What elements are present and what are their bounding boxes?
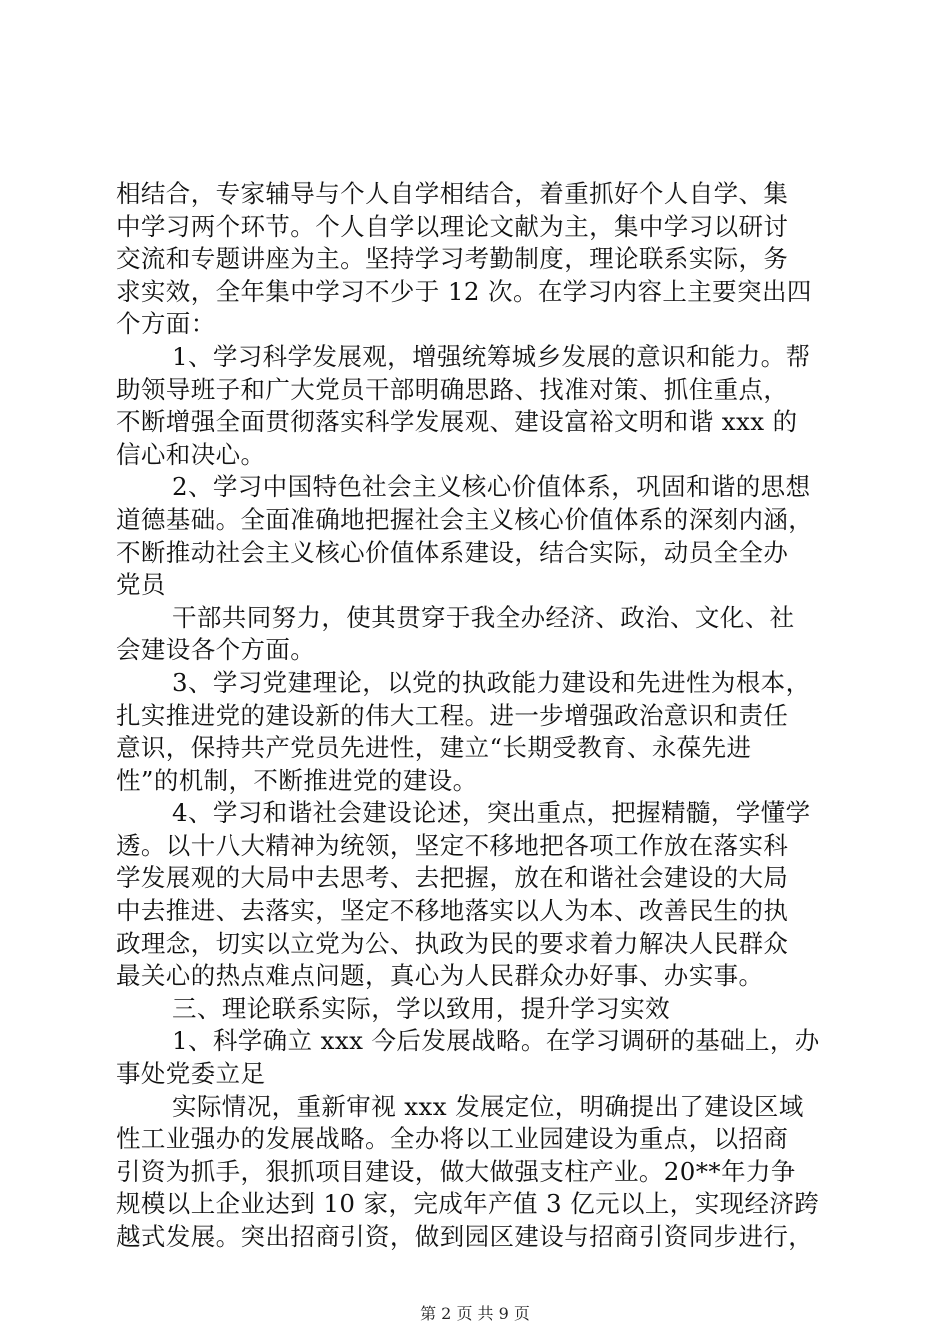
text-line: 性”的机制，不断推进党的建设。 (116, 765, 478, 795)
text-line: 交流和专题讲座为主。坚持学习考勤制度，理论联系实际，务 (116, 244, 789, 274)
body-text (116, 178, 846, 1254)
text-line: 实际情况，重新审视 xxx 发展定位，明确提出了建设区域 (172, 1091, 804, 1121)
text-line: 学发展观的大局中去思考、去把握，放在和谐社会建设的大局 (116, 863, 789, 893)
text-line: 4、学习和谐社会建设论述，突出重点，把握精髓，学懂学 (172, 798, 811, 828)
text-line: 信心和决心。 (116, 439, 266, 469)
text-line: 性工业强办的发展战略。全办将以工业园建设为重点，以招商 (116, 1124, 789, 1154)
text-line: 1、科学确立 xxx 今后发展战略。在学习调研的基础上，办 (172, 1026, 820, 1056)
text-line: 规模以上企业达到 10 家，完成年产值 3 亿元以上，实现经济跨 (116, 1189, 820, 1219)
text-line: 三、理论联系实际，学以致用，提升学习实效 (172, 993, 670, 1023)
text-line: 道德基础。全面准确地把握社会主义核心价值体系的深刻内涵， (116, 504, 814, 534)
text-line: 不断推动社会主义核心价值体系建设，结合实际，动员全全办 (116, 537, 789, 567)
text-line: 求实效，全年集中学习不少于 12 次。在学习内容上主要突出四 (116, 276, 812, 306)
text-line: 3、学习党建理论，以党的执政能力建设和先进性为根本， (172, 667, 811, 697)
text-line: 最关心的热点难点问题，真心为人民群众办好事、办实事。 (116, 961, 764, 991)
text-line: 会建设各个方面。 (116, 635, 316, 665)
text-line: 透。以十八大精神为统领，坚定不移地把各项工作放在落实科 (116, 830, 789, 860)
text-line: 扎实推进党的建设新的伟大工程。进一步增强政治意识和责任 (116, 700, 789, 730)
text-line: 党员 (116, 570, 166, 600)
text-line: 1、学习科学发展观，增强统筹城乡发展的意识和能力。帮 (172, 341, 811, 371)
text-line: 2、学习中国特色社会主义核心价值体系，巩固和谐的思想 (172, 472, 811, 502)
text-line: 越式发展。突出招商引资，做到园区建设与招商引资同步进行， (116, 1222, 814, 1251)
text-line: 不断增强全面贯彻落实科学发展观、建设富裕文明和谐 xxx 的 (116, 407, 798, 437)
text-line: 中学习两个环节。个人自学以理论文献为主，集中学习以研讨 (116, 211, 789, 241)
text-line: 引资为抓手，狠抓项目建设，做大做强支柱产业。20**年力争 (116, 1156, 796, 1186)
text-line: 助领导班子和广大党员干部明确思路、找准对策、抓住重点， (116, 374, 789, 404)
text-line: 中去推进、去落实，坚定不移地落实以人为本、改善民生的执 (116, 896, 789, 926)
text-line: 政理念，切实以立党为公、执政为民的要求着力解决人民群众 (116, 928, 789, 958)
text-line: 相结合，专家辅导与个人自学相结合，着重抓好个人自学、集 (116, 179, 789, 208)
text-line: 干部共同努力，使其贯穿于我全办经济、政治、文化、社 (172, 602, 795, 632)
text-line: 事处党委立足 (116, 1059, 266, 1089)
text-line: 个方面： (116, 309, 216, 339)
page-footer: 第 2 页 共 9 页 (420, 1304, 530, 1323)
text-line: 意识，保持共产党员先进性，建立“长期受教育、永葆先进 (116, 733, 752, 763)
